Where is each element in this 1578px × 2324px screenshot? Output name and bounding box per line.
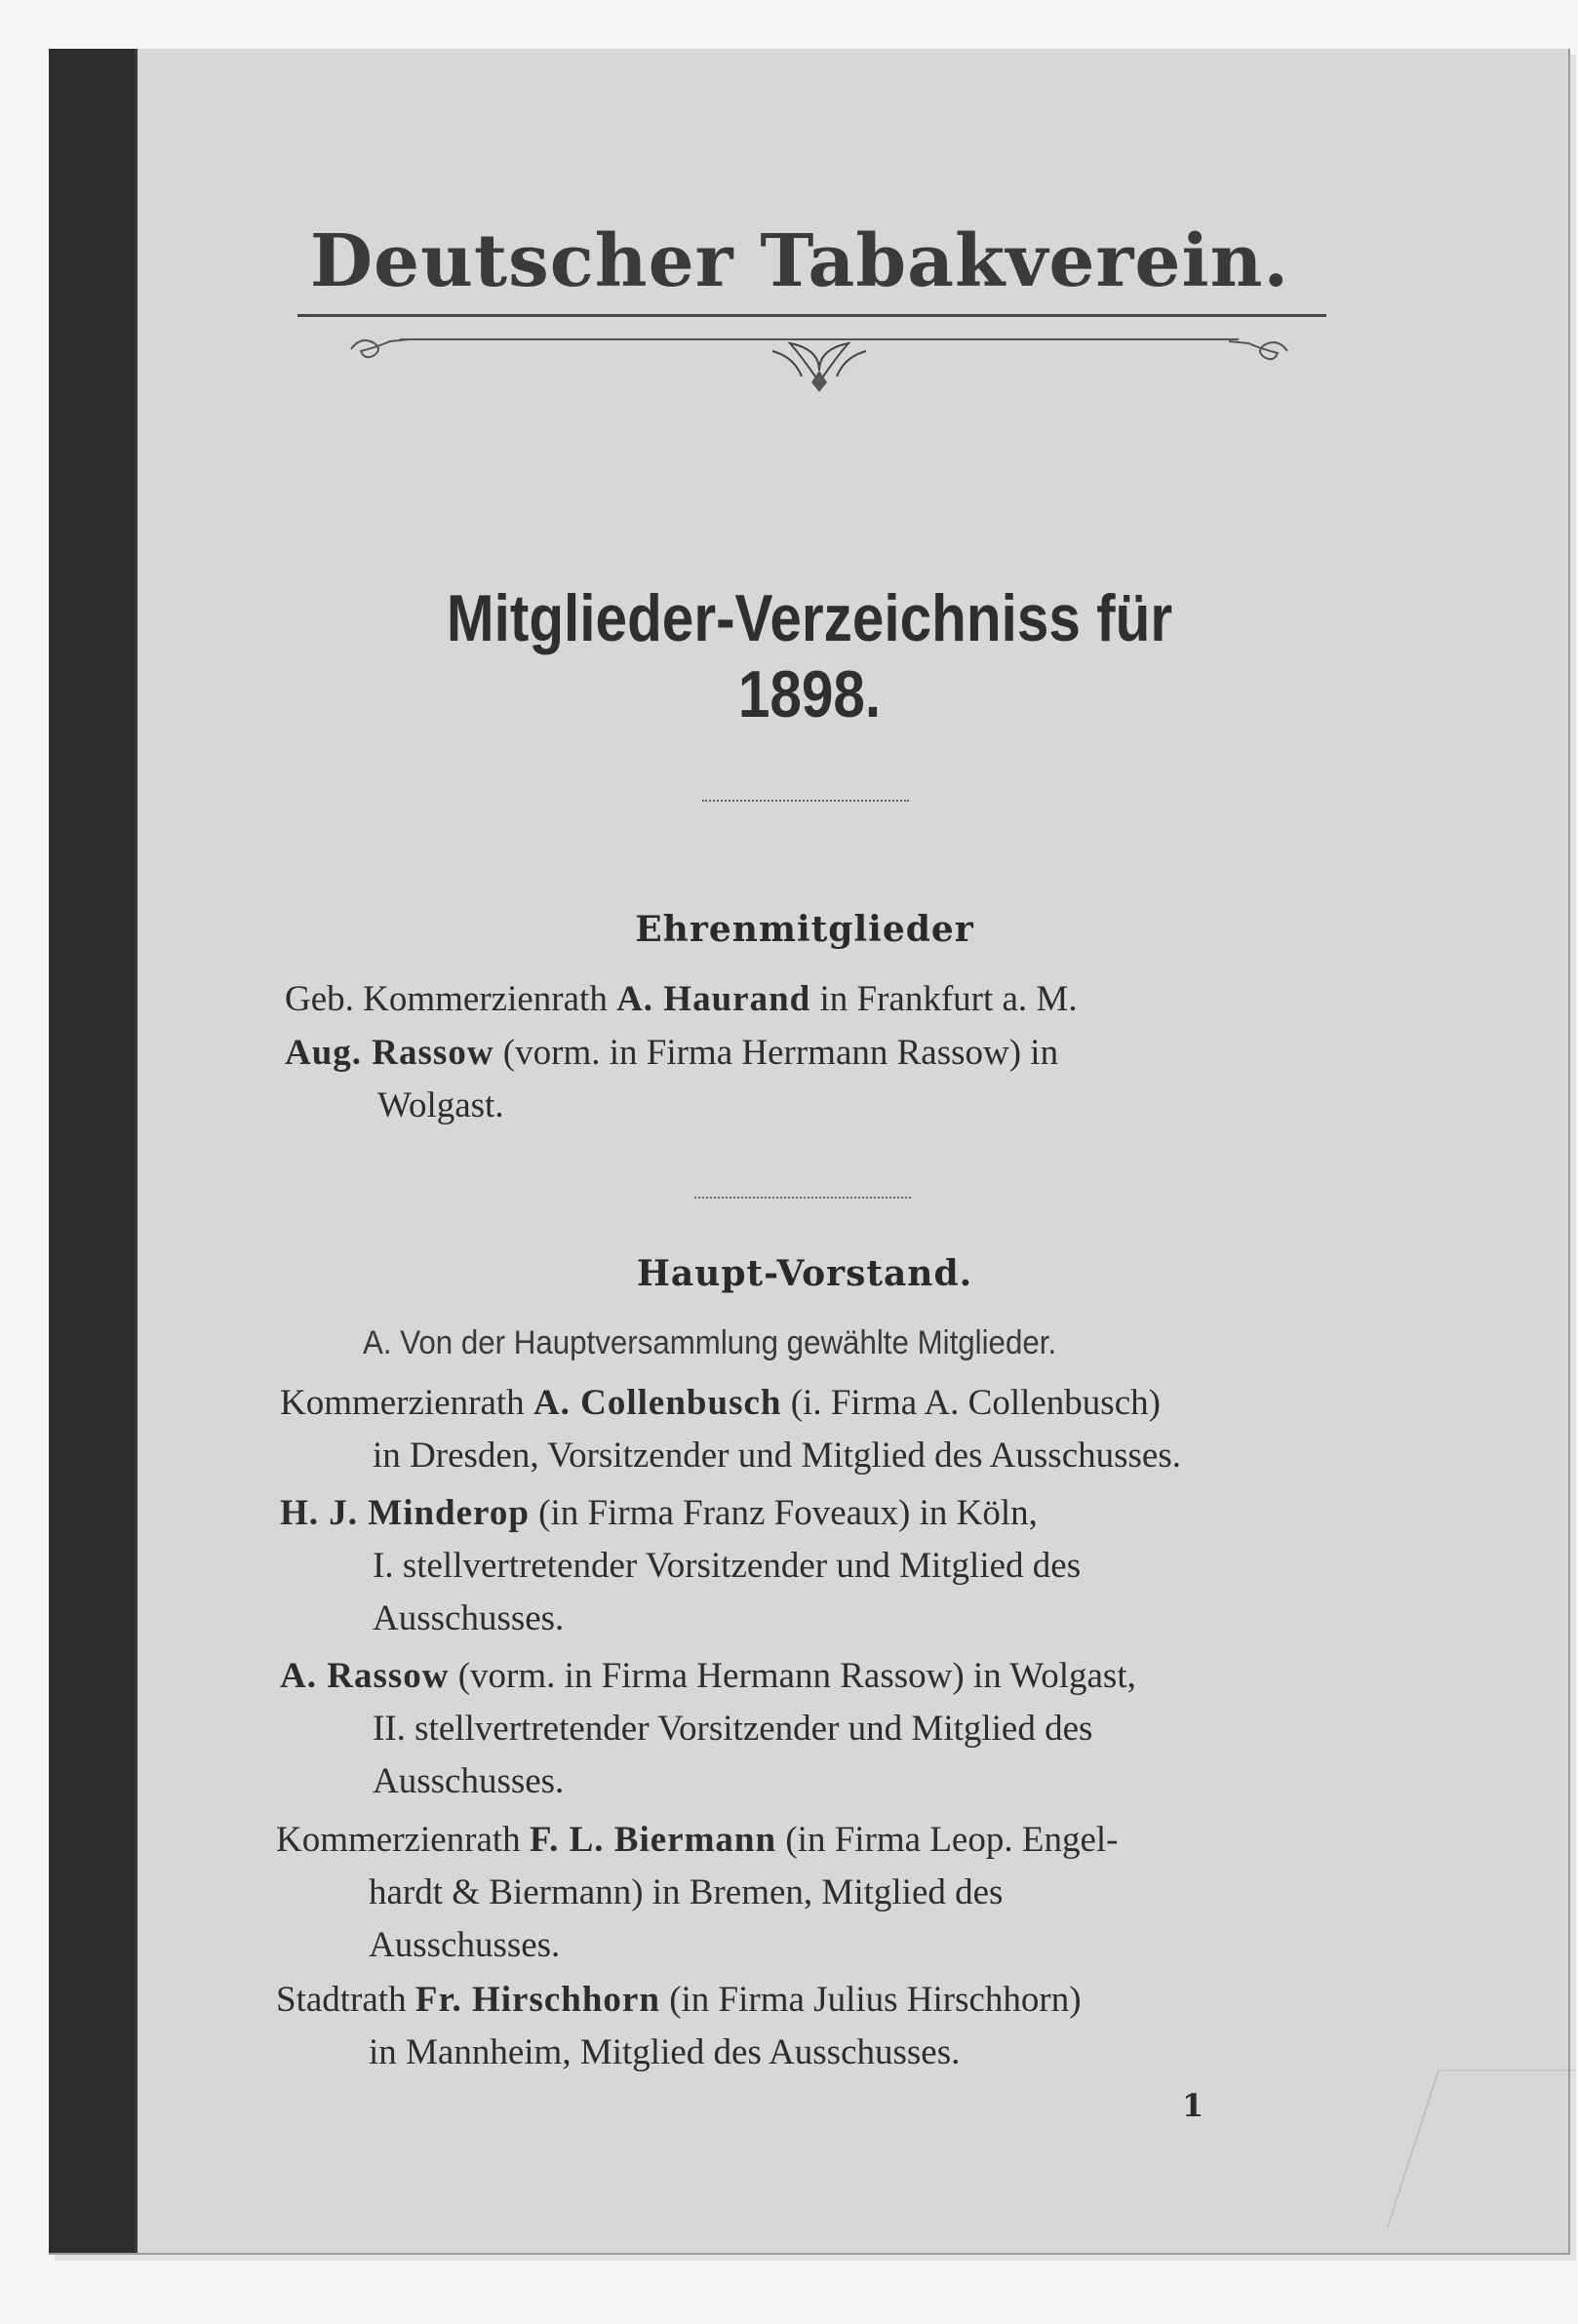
entry-line bbox=[276, 1814, 1314, 1867]
honorary-members-heading: Ehrenmitglieder bbox=[635, 909, 974, 950]
entry-continuation: Wolgast. bbox=[377, 1085, 504, 1125]
entry-continuation: in Dresden, Vorsitzender und Mitglied des Ausschusses. bbox=[373, 1436, 1181, 1476]
entry-prefix: Kommerzienrath bbox=[280, 1383, 533, 1423]
entry-line bbox=[285, 973, 1322, 1026]
entry-continuation: hardt & Biermann) in Bremen, Mitglied des bbox=[369, 1872, 1004, 1912]
entry-line bbox=[280, 1650, 1318, 1703]
member-name: A. Collenbusch bbox=[533, 1383, 782, 1423]
entry-continuation: Ausschusses. bbox=[369, 1925, 561, 1965]
entry-line bbox=[280, 1487, 1318, 1540]
member-name: H. J. Minderop bbox=[280, 1493, 530, 1533]
separator bbox=[694, 1197, 911, 1199]
board-member-entry bbox=[280, 1487, 1318, 1645]
member-name: F. L. Biermann bbox=[529, 1820, 777, 1860]
board-member-entry bbox=[280, 1377, 1318, 1482]
entry-detail: (vorm. in Firma Herrmann Rassow) in bbox=[493, 1033, 1059, 1073]
board-member-entry bbox=[276, 1974, 1314, 2079]
title-rule bbox=[297, 314, 1326, 317]
entry-detail: (i. Firma A. Collenbusch) bbox=[781, 1383, 1161, 1423]
ornament-flourish bbox=[332, 322, 1307, 395]
entry-continuation: II. stellvertretender Vorsitzender und Mitglied des bbox=[373, 1709, 1093, 1749]
entry-continuation: Ausschusses. bbox=[373, 1598, 565, 1638]
honorary-member-entry bbox=[285, 1027, 1322, 1132]
entry-detail: (in Firma Julius Hirschhorn) bbox=[659, 1980, 1082, 2020]
entry-continuation: I. stellvertretender Vorsitzender und Mitglied des bbox=[373, 1546, 1082, 1586]
cover-title: Deutscher Tabakverein. bbox=[309, 219, 1290, 303]
board-member-entry bbox=[280, 1650, 1318, 1808]
entry-line bbox=[276, 1974, 1314, 2027]
member-name: A. Rassow bbox=[280, 1656, 450, 1696]
separator bbox=[702, 800, 909, 802]
binding-spine bbox=[49, 49, 138, 2253]
honorary-member-entry bbox=[285, 973, 1322, 1026]
entry-detail: (in Firma Leop. Engel- bbox=[776, 1820, 1119, 1860]
entry-prefix: Stadtrath bbox=[276, 1980, 415, 2020]
entry-line bbox=[280, 1377, 1318, 1430]
directory-subtitle: Mitglieder-Verzeichniss für 1898. bbox=[446, 581, 1173, 731]
entry-line bbox=[285, 1027, 1322, 1080]
board-group-heading: A. Von der Hauptversammlung gewählte Mitglieder. bbox=[363, 1324, 1057, 1361]
entry-detail: in Frankfurt a. M. bbox=[810, 979, 1078, 1019]
member-name: A. Haurand bbox=[616, 979, 811, 1019]
main-board-heading: Haupt-Vorstand. bbox=[636, 1253, 973, 1294]
member-name: Fr. Hirschhorn bbox=[414, 1980, 660, 2020]
entry-continuation: Ausschusses. bbox=[373, 1761, 565, 1801]
entry-prefix: Geb. Kommerzienrath bbox=[285, 979, 617, 1019]
entry-continuation: in Mannheim, Mitglied des Ausschusses. bbox=[369, 2032, 961, 2072]
board-member-entry bbox=[276, 1814, 1314, 1972]
member-name: Aug. Rassow bbox=[285, 1033, 494, 1073]
entry-detail: (in Firma Franz Foveaux) in Köln, bbox=[529, 1493, 1038, 1533]
entry-prefix: Kommerzienrath bbox=[276, 1820, 530, 1860]
page-corner-curl bbox=[1387, 2069, 1577, 2227]
entry-detail: (vorm. in Firma Hermann Rassow) in Wolgast, bbox=[449, 1656, 1136, 1696]
page-number: 1 bbox=[1182, 2087, 1204, 2124]
